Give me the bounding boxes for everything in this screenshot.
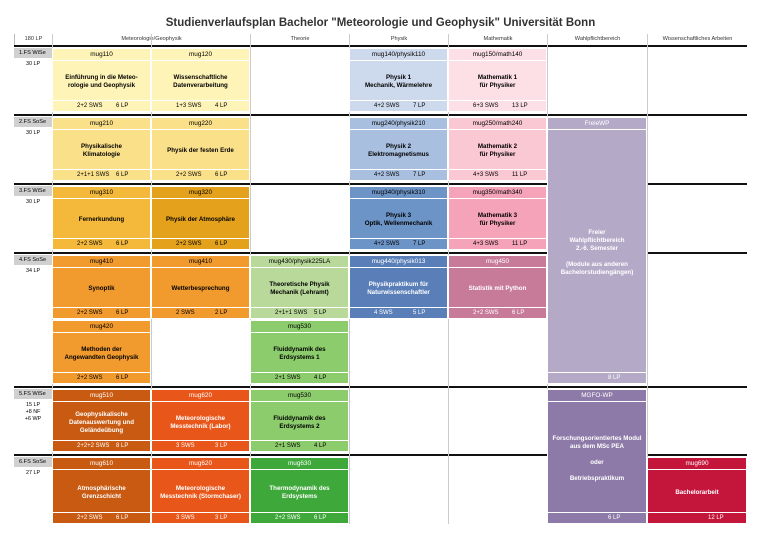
module-sws: 2+1 SWS (275, 375, 301, 381)
module-name: Statistik mit Python (468, 285, 527, 292)
module-card (448, 48, 547, 112)
module-credits: 5 LP (413, 310, 426, 316)
module-card (349, 48, 448, 112)
module-footer (152, 440, 249, 451)
module-credits: 7 LP (413, 103, 426, 109)
module-code: mug110 (53, 49, 150, 61)
module-card (250, 389, 349, 452)
semester-credits: 30 LP (25, 61, 41, 67)
module-code: mug630 (251, 458, 348, 470)
module-code: mug620 (152, 458, 249, 470)
module-sws: 4+2 SWS (374, 103, 400, 109)
module-name: Einführung in die Meteo- rologie und Geophysik (65, 74, 138, 89)
elective-block (547, 117, 647, 384)
column-header: Mathematik (448, 34, 547, 45)
module-credits: 5 LP (314, 310, 327, 316)
module-sws: 2+2 SWS (77, 241, 103, 247)
module-sws: 2+2 SWS (77, 103, 103, 109)
module-credits: 6 LP (512, 310, 525, 316)
module-card (52, 389, 151, 452)
module-card (52, 255, 151, 319)
column-header: 180 LP (14, 34, 52, 45)
module-code: mug690 (648, 458, 746, 470)
module-name: Thermodynamik des Erdsystems (269, 484, 330, 500)
module-card (250, 255, 349, 319)
module-code: mug450 (449, 256, 546, 268)
module-sws: 2+2 SWS (275, 515, 301, 521)
module-code: mug530 (251, 390, 348, 402)
module-name: Mathematik 3 für Physiker (477, 212, 518, 227)
column-header: Wissenschaftliches Arbeiten (647, 34, 747, 45)
module-footer (53, 169, 150, 180)
module-footer (350, 169, 447, 180)
module-code: mug620 (152, 390, 249, 402)
module-footer (251, 512, 348, 523)
module-code: mug440/physik013 (350, 256, 447, 268)
page-title: Studienverlaufsplan Bachelor "Meteorologie und Geophysik" Universität Bonn (165, 17, 596, 29)
column-header: Theorie (250, 34, 349, 45)
module-card (448, 117, 547, 181)
module-card (52, 186, 151, 250)
module-sws: 2+2 SWS (176, 172, 202, 178)
module-name: Mathematik 1 für Physiker (477, 74, 518, 89)
module-code: mug510 (53, 390, 150, 402)
semester-label: 6.FS SoSe (14, 457, 52, 467)
module-credits: 8 LP (608, 375, 621, 381)
module-card (151, 117, 250, 181)
module-code: mug430/physik225LA (251, 256, 348, 268)
module-credits: 8 LP (116, 443, 129, 449)
module-code: mug320 (152, 187, 249, 199)
module-name: Physik 3 Optik, Wellenmechanik (364, 212, 433, 227)
module-footer (251, 307, 348, 318)
module-footer (449, 100, 546, 111)
module-footer (548, 372, 646, 383)
module-card (151, 389, 250, 452)
module-sws: 1+3 SWS (176, 103, 202, 109)
module-sws: 4+3 SWS (473, 241, 499, 247)
module-footer (449, 238, 546, 249)
column-header: Meteorologie/Geophysik (52, 34, 250, 45)
semester-label: 2.FS SoSe (14, 117, 52, 127)
module-card (151, 48, 250, 112)
module-name: Bachelorarbeit (675, 488, 719, 496)
study-plan (14, 12, 747, 524)
module-code: mug240/physik210 (350, 118, 447, 130)
module-card (250, 320, 349, 384)
module-card (448, 186, 547, 250)
module-card (151, 186, 250, 250)
module-code: mug420 (53, 321, 150, 333)
semester-label: 1.FS WiSe (14, 48, 52, 58)
module-code: MGFO-WP (548, 390, 646, 402)
module-code: mug250/math240 (449, 118, 546, 130)
module-name: Forschungsorientiertes Modul aus dem MSc PEA oder Betriebspraktikum (552, 434, 642, 482)
module-footer (350, 100, 447, 111)
semester-divider (14, 114, 747, 116)
module-card (52, 457, 151, 524)
module-name: Meteorologische Messtechnik (Stormchaser) (160, 484, 241, 500)
module-code: mug150/math140 (449, 49, 546, 61)
module-code: mug340/physik310 (350, 187, 447, 199)
module-footer (152, 512, 249, 523)
module-card (52, 117, 151, 181)
module-code: mug610 (53, 458, 150, 470)
module-credits: 12 LP (708, 515, 724, 521)
module-credits: 6 LP (215, 172, 228, 178)
module-code: FreieWP (548, 118, 646, 130)
semester-credits: 15 LP +8 NF +6 WP (24, 402, 42, 422)
module-name: Physik der festen Erde (167, 147, 234, 154)
module-credits: 6 LP (116, 515, 129, 521)
module-code: mug410 (53, 256, 150, 268)
column-header: Physik (349, 34, 448, 45)
module-name: Physikpraktikum für Naturwissenschaftler (367, 281, 430, 296)
module-name: Freier Wahlpflichtbereich 2.-6. Semester (Module aus anderen Bachelorstudiengängen) (560, 228, 634, 276)
module-name: Wissenschaftliche Datenverarbeitung (173, 74, 228, 89)
module-credits: 6 LP (215, 241, 228, 247)
semester-credits: 34 LP (25, 268, 41, 274)
module-footer (648, 512, 746, 523)
module-sws: 2+1 SWS (275, 443, 301, 449)
module-sws: 2+1+1 SWS (77, 172, 110, 178)
module-sws: 2+2 SWS (176, 241, 202, 247)
semester-label: 4.FS SoSe (14, 255, 52, 265)
module-sws: 3 SWS (176, 443, 195, 449)
module-sws: 4+2 SWS (374, 172, 400, 178)
semester-label: 3.FS WiSe (14, 186, 52, 196)
module-name: Theoretische Physik Mechanik (Lehramt) (269, 281, 330, 296)
semester-label: 5.FS WiSe (14, 389, 52, 399)
module-name: Synoptik (88, 285, 115, 292)
module-footer (152, 100, 249, 111)
module-credits: 4 LP (314, 375, 327, 381)
module-name: Fernerkundung (78, 216, 125, 223)
module-card (349, 255, 448, 319)
module-name: Wetterbesprechung (171, 285, 230, 292)
module-card (349, 117, 448, 181)
module-footer (53, 512, 150, 523)
module-sws: 2+2+2 SWS (77, 443, 110, 449)
module-credits: 4 LP (314, 443, 327, 449)
module-card (151, 457, 250, 524)
semester-divider (14, 45, 747, 47)
module-footer (449, 169, 546, 180)
module-sws: 2+1+1 SWS (275, 310, 308, 316)
module-sws: 6+3 SWS (473, 103, 499, 109)
module-credits: 6 LP (608, 515, 621, 521)
module-code: mug410 (152, 256, 249, 268)
module-footer (53, 440, 150, 451)
module-name: Physikalische Klimatologie (81, 143, 122, 158)
module-sws: 4+2 SWS (374, 241, 400, 247)
module-code: mug140/physik110 (350, 49, 447, 61)
module-name: Methoden der Angewandten Geophysik (64, 346, 139, 361)
module-credits: 7 LP (413, 241, 426, 247)
module-footer (53, 372, 150, 383)
module-name: Atmosphärische Grenzschicht (77, 484, 126, 500)
module-footer (53, 307, 150, 318)
semester-credits: 30 LP (25, 199, 41, 205)
module-sws: 2+2 SWS (77, 515, 103, 521)
module-sws: 2+2 SWS (77, 310, 103, 316)
module-card (349, 186, 448, 250)
module-sws: 4 SWS (374, 310, 393, 316)
module-name: Physik 2 Elektromagnetismus (368, 143, 429, 158)
module-credits: 6 LP (116, 241, 129, 247)
module-name: Mathematik 2 für Physiker (477, 143, 518, 158)
module-credits: 2 LP (215, 310, 228, 316)
semester-credits: 30 LP (25, 130, 41, 136)
module-credits: 6 LP (314, 515, 327, 521)
module-name: Fluiddynamik des Erdsystems 1 (273, 346, 326, 361)
module-credits: 13 LP (512, 103, 528, 109)
module-sws: 4+3 SWS (473, 172, 499, 178)
module-credits: 6 LP (116, 103, 129, 109)
elective-block (547, 389, 647, 524)
module-code: mug120 (152, 49, 249, 61)
module-name: Meteorologische Messtechnik (Labor) (170, 414, 231, 430)
module-name: Geophysikalische Datenauswertung und Geländeübung (69, 410, 134, 434)
module-credits: 6 LP (116, 310, 129, 316)
module-card (151, 255, 250, 319)
module-card (448, 255, 547, 319)
module-footer (350, 307, 447, 318)
module-name: Fluiddynamik des Erdsystems 2 (273, 414, 326, 430)
module-credits: 4 LP (215, 103, 228, 109)
module-footer (152, 238, 249, 249)
module-card (52, 48, 151, 112)
module-code: mug350/math340 (449, 187, 546, 199)
module-footer (152, 307, 249, 318)
module-footer (53, 100, 150, 111)
semester-credits: 27 LP (25, 470, 41, 476)
module-code: mug210 (53, 118, 150, 130)
module-name: Physik 1 Mechanik, Wärmelehre (364, 74, 433, 89)
module-code: mug530 (251, 321, 348, 333)
module-sws: 2+2 SWS (473, 310, 499, 316)
module-footer (350, 238, 447, 249)
module-code: mug220 (152, 118, 249, 130)
module-credits: 6 LP (116, 172, 129, 178)
module-credits: 3 LP (215, 443, 228, 449)
module-footer (548, 512, 646, 523)
module-credits: 3 LP (215, 515, 228, 521)
module-footer (251, 372, 348, 383)
module-credits: 11 LP (512, 172, 528, 178)
module-footer (53, 238, 150, 249)
module-card (52, 320, 151, 384)
module-sws: 3 SWS (176, 515, 195, 521)
module-footer (251, 440, 348, 451)
module-sws: 2+2 SWS (77, 375, 103, 381)
module-sws: 2 SWS (176, 310, 195, 316)
semester-divider (14, 386, 747, 388)
module-card (250, 457, 349, 524)
module-footer (152, 169, 249, 180)
module-credits: 11 LP (512, 241, 528, 247)
module-code: mug310 (53, 187, 150, 199)
module-card (647, 457, 747, 524)
module-footer (449, 307, 546, 318)
module-credits: 7 LP (413, 172, 426, 178)
column-header: Wahlpflichtbereich (547, 34, 647, 45)
module-name: Physik der Atmosphäre (166, 216, 235, 223)
column-line (647, 34, 648, 524)
module-credits: 6 LP (116, 375, 129, 381)
